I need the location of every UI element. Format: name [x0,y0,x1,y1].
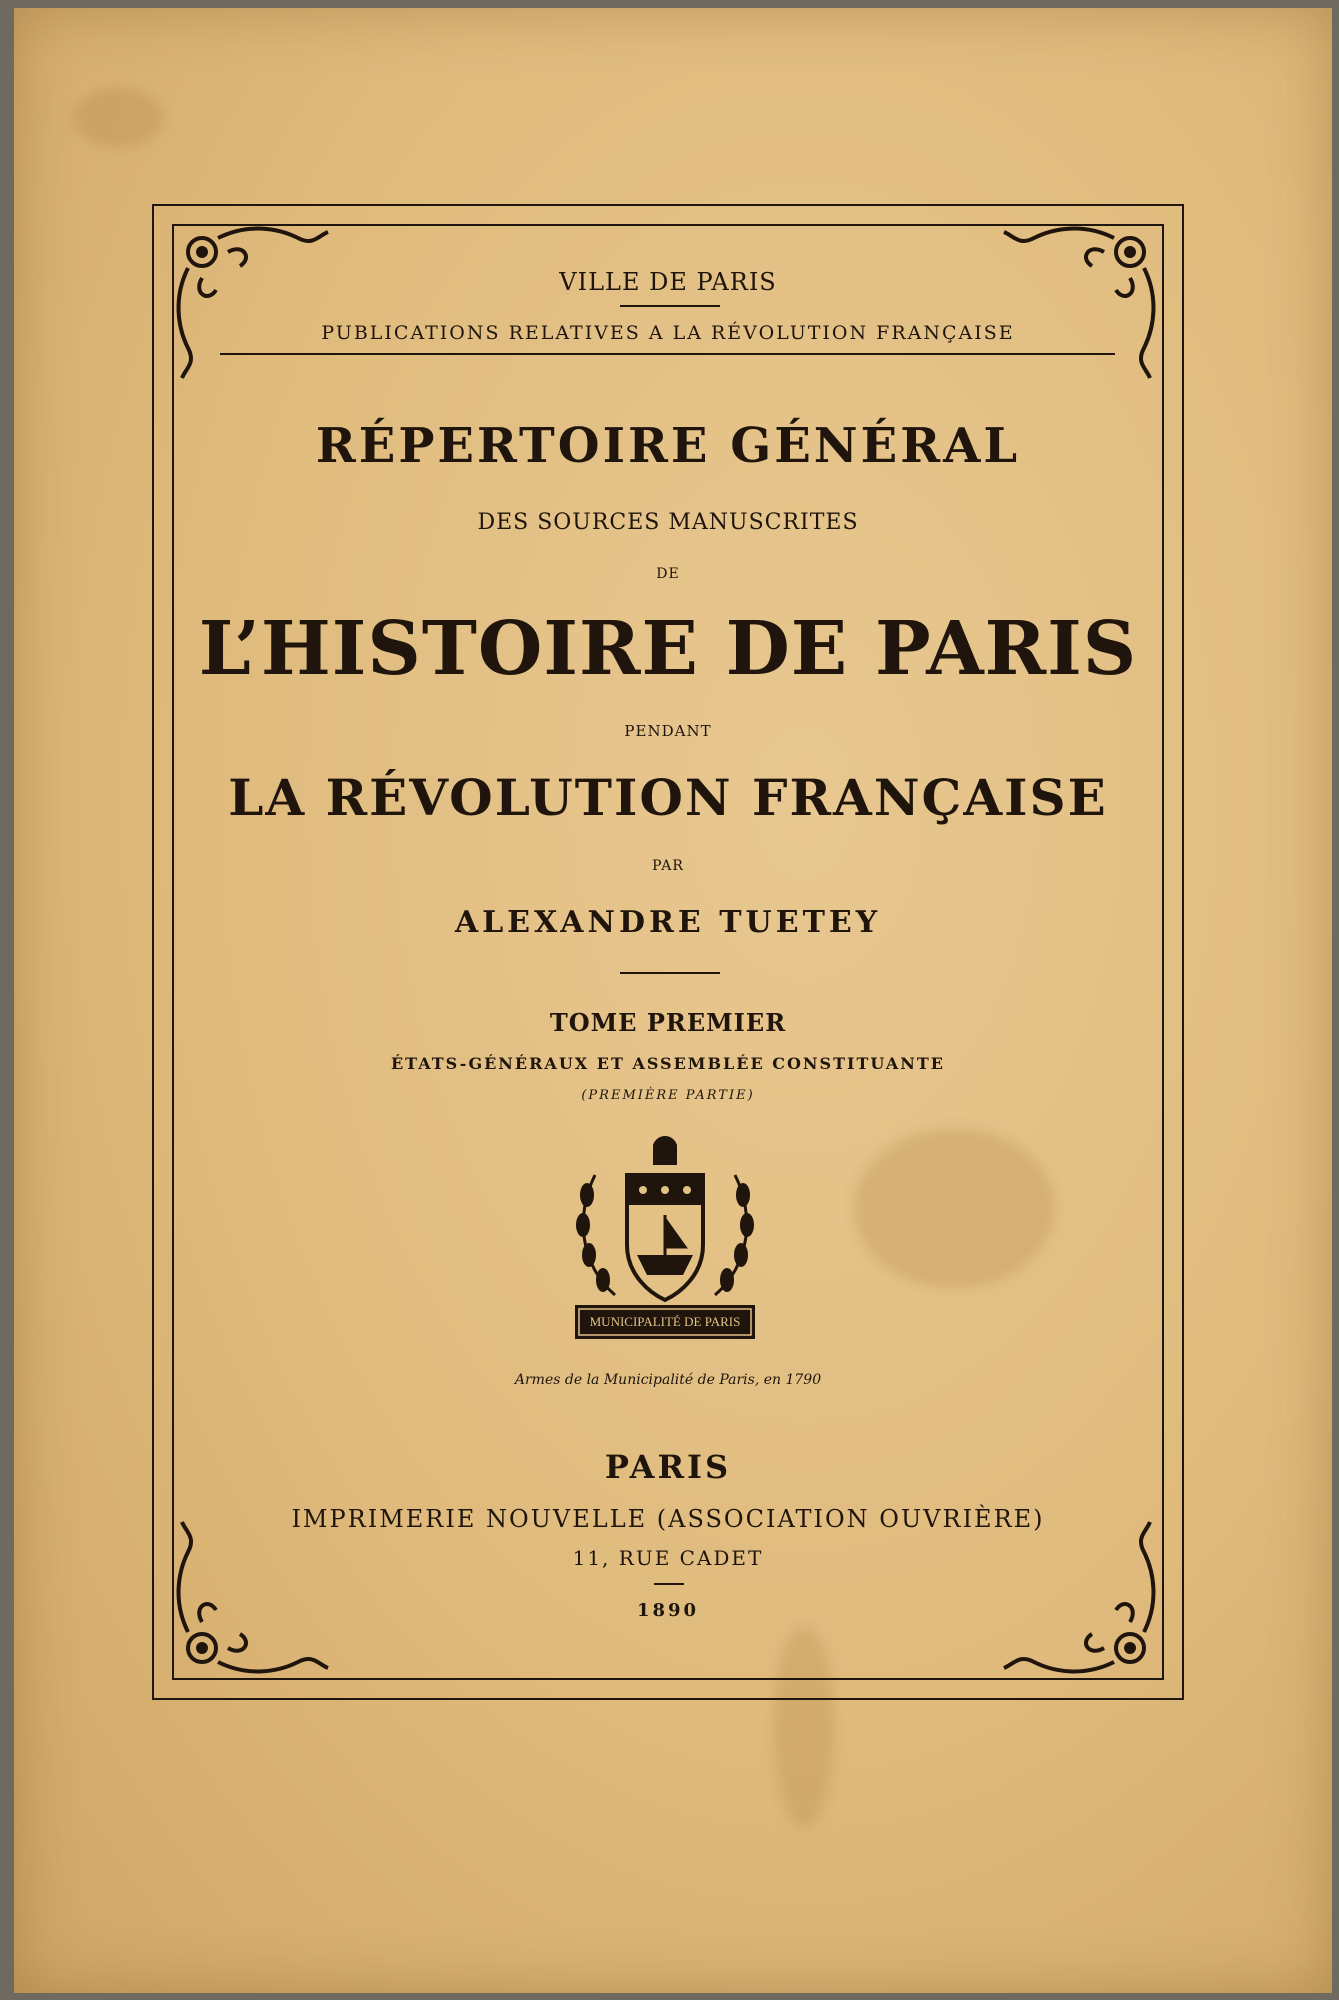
paper-stain [74,88,164,148]
volume-tome: TOME PREMIER [549,1008,787,1037]
corner-ornament-icon [994,218,1164,388]
imprint-address: 11, RUE CADET [572,1546,764,1570]
title-by: PAR [652,858,684,874]
divider [620,305,720,307]
divider [620,972,720,974]
main-title: L’HISTOIRE DE PARIS [198,606,1138,692]
volume-subtitle: ÉTATS-GÉNÉRAUX ET ASSEMBLÉE CONSTITUANTE [390,1054,945,1073]
divider [654,1583,684,1585]
header-city: VILLE DE PARIS [559,268,777,296]
header-series: PUBLICATIONS RELATIVES A LA RÉVOLUTION FRANÇAISE [321,322,1015,344]
corner-ornament-icon [168,218,338,388]
volume-part: (PREMIÈRE PARTIE) [581,1088,755,1103]
imprint-city: PARIS [604,1448,732,1486]
corner-ornament-icon [168,1512,338,1682]
title-line-1: RÉPERTOIRE GÉNÉRAL [315,418,1021,474]
emblem-caption: Armes de la Municipalité de Paris, en 1790 [514,1372,822,1388]
title-line-3: DE [656,566,680,582]
corner-ornament-icon [994,1512,1164,1682]
title-line-2: DES SOURCES MANUSCRITES [477,510,859,535]
header-rule [220,353,1115,355]
author-name: ALEXANDRE TUETEY [454,905,882,940]
imprint-printer: IMPRIMERIE NOUVELLE (ASSOCIATION OUVRIÈRE) [291,1505,1045,1533]
title-line-5: PENDANT [624,722,712,740]
emblem-banner: MUNICIPALITÉ DE PARIS [589,1314,741,1329]
title-line-6: LA RÉVOLUTION FRANÇAISE [228,768,1108,827]
imprint-year: 1890 [636,1600,700,1621]
